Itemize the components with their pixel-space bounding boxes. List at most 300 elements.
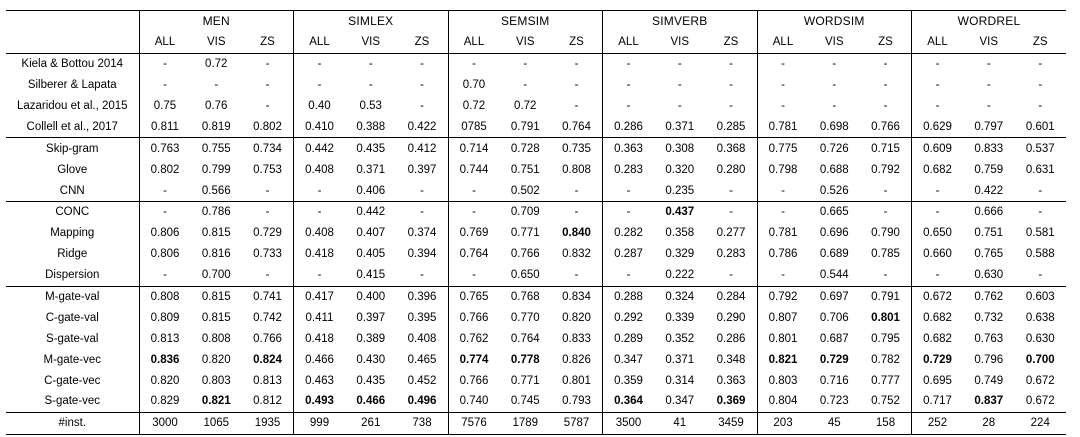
table-cell: -: [242, 202, 294, 223]
table-cell: 0.682: [912, 307, 964, 328]
table-cell: 0.753: [253, 163, 282, 176]
corner-cell: [6, 11, 139, 32]
table-cell: 0.820: [562, 311, 591, 324]
table-row: [6, 53, 1066, 74]
split-header-all: ALL: [448, 32, 500, 53]
table-cell: [345, 391, 397, 412]
table-cell: 999: [294, 412, 346, 434]
table-cell: 0.72: [514, 100, 537, 112]
table-cell: 0.389: [356, 332, 386, 345]
table-cell: 0.764: [562, 120, 591, 133]
table-cell: 0.706: [819, 311, 849, 324]
table-cell: 0.284: [706, 286, 758, 307]
table-cell: 0.682: [912, 328, 964, 349]
table-cell: 0.688: [819, 163, 849, 176]
table-row: [6, 96, 1066, 117]
table-cell: 0.715: [860, 138, 912, 159]
table-cell: [963, 391, 1015, 412]
table-cell: [139, 349, 191, 370]
table-cell: -: [603, 75, 655, 96]
table-cell: 0.795: [871, 332, 900, 345]
best-score: 0.729: [923, 353, 952, 366]
table-cell: 0.660: [912, 244, 964, 265]
table-cell: -: [757, 53, 809, 74]
table-row: [6, 223, 1066, 244]
table-cell: 0.603: [1015, 286, 1067, 307]
row-label: C-gate-val: [45, 311, 99, 324]
table-cell: 0.76: [205, 100, 228, 112]
table-cell: 0785: [448, 116, 500, 137]
table-cell: 0.329: [665, 248, 695, 261]
table-cell: 0.766: [448, 370, 500, 391]
table-cell: 0.763: [139, 138, 191, 159]
table-cell: -: [757, 96, 809, 117]
table-cell: 0.70: [448, 75, 500, 96]
table-cell: 0.834: [551, 286, 603, 307]
table-cell: 0.286: [716, 332, 746, 345]
table-cell: 0.395: [407, 311, 437, 324]
table-cell: 0.601: [1025, 120, 1055, 133]
table-cell: -: [265, 79, 270, 92]
table-cell: 261: [345, 412, 397, 434]
table-cell: 0.359: [603, 370, 655, 391]
table-cell: 0.765: [448, 286, 500, 307]
table-cell: -: [139, 265, 191, 286]
table-cell: -: [986, 100, 991, 112]
table-cell: 0.417: [294, 286, 346, 307]
table-cell: 0.396: [397, 286, 449, 307]
table-cell: -: [265, 100, 270, 112]
table-cell: 0.687: [819, 332, 849, 345]
table-cell: -: [294, 180, 346, 201]
dataset-header-men: MEN: [139, 11, 294, 32]
table-cell: 0.666: [963, 202, 1015, 223]
table-cell: 0.286: [603, 116, 655, 137]
table-cell: -: [294, 53, 346, 74]
table-cell: 0.502: [510, 184, 540, 197]
table-cell: -: [242, 53, 294, 74]
table-cell: 0.700: [201, 269, 231, 282]
table-row: [6, 180, 1066, 201]
table-cell: 0.394: [407, 248, 437, 261]
table-cell: 0.283: [716, 248, 746, 261]
table-cell: 0.371: [665, 353, 695, 366]
table-cell: 28: [963, 412, 1015, 434]
dataset-header-simlex: SIMLEX: [294, 11, 449, 32]
table-cell: 0.813: [253, 374, 282, 387]
table-cell: 0.672: [1025, 395, 1055, 408]
table-cell: -: [139, 75, 191, 96]
split-header-vis: VIS: [979, 36, 999, 49]
table-cell: 1935: [242, 412, 294, 434]
row-label: Kiela & Bottou 2014: [6, 53, 139, 74]
best-score: 0.729: [819, 353, 849, 366]
table-cell: 0.222: [665, 269, 695, 282]
table-row: [6, 244, 1066, 265]
table-cell: 0.397: [407, 163, 437, 176]
table-cell: -: [294, 75, 346, 96]
table-cell: -: [500, 53, 552, 74]
table-cell: 0.415: [356, 269, 386, 282]
table-cell: -: [574, 100, 579, 112]
table-cell: 0.320: [665, 163, 695, 176]
table-cell: 0.735: [551, 138, 603, 159]
table-cell: 0.695: [912, 370, 964, 391]
table-cell: 3000: [139, 412, 191, 434]
table-cell: 0.799: [201, 163, 231, 176]
table-cell: 0.292: [603, 307, 655, 328]
table-cell: 0.696: [819, 227, 849, 240]
table-cell: -: [706, 53, 758, 74]
table-cell: -: [420, 79, 424, 92]
table-cell: -: [265, 184, 270, 197]
table-cell: 0.744: [448, 159, 500, 180]
row-label: Glove: [57, 163, 88, 176]
table-cell: -: [523, 79, 528, 92]
row-label: S-gate-val: [46, 332, 99, 345]
best-score: 0.778: [510, 353, 540, 366]
table-cell: 0.397: [356, 311, 386, 324]
table-cell: 0.650: [912, 223, 964, 244]
table-cell: 0.406: [356, 184, 386, 197]
table-cell: 0.368: [706, 138, 758, 159]
table-cell: -: [729, 79, 733, 92]
table-cell: 0.358: [665, 227, 695, 240]
best-score: 0.821: [201, 395, 231, 408]
table-cell: 0.418: [294, 244, 346, 265]
table-cell: 0.442: [345, 202, 397, 223]
table-cell: 0.714: [448, 138, 500, 159]
table-cell: -: [397, 53, 449, 74]
table-cell: -: [345, 53, 397, 74]
row-label: Skip-gram: [6, 138, 139, 159]
table-cell: 0.742: [253, 311, 282, 324]
table-cell: 0.374: [407, 227, 437, 240]
table-cell: 158: [860, 412, 912, 434]
table-cell: -: [551, 202, 603, 223]
table-cell: 0.285: [716, 120, 746, 133]
best-score: 0.837: [974, 395, 1004, 408]
table-cell: 0.463: [294, 370, 346, 391]
best-score: 0.700: [1025, 353, 1055, 366]
table-cell: 0.781: [757, 116, 809, 137]
table-cell: [860, 307, 912, 328]
best-score: 0.364: [614, 395, 643, 408]
table-cell: 0.283: [603, 159, 655, 180]
table-cell: -: [1038, 79, 1043, 92]
table-cell: 0.786: [191, 202, 243, 223]
table-cell: 0.371: [665, 120, 695, 133]
table-row: [6, 75, 1066, 96]
table-cell: 0.697: [809, 286, 861, 307]
table-cell: 0.764: [510, 332, 540, 345]
table-row: [6, 349, 1066, 370]
table-cell: 0.422: [974, 184, 1004, 197]
table-cell: 0.422: [407, 120, 437, 133]
table-cell: 0.526: [819, 184, 849, 197]
table-cell: -: [420, 184, 424, 197]
table-cell: -: [677, 79, 682, 92]
best-score: 0.801: [871, 311, 900, 324]
table-cell: 0.442: [294, 138, 346, 159]
split-header-vis: VIS: [824, 36, 844, 49]
row-label: Dispersion: [45, 269, 100, 282]
table-cell: -: [448, 265, 500, 286]
table-cell: 0.803: [757, 370, 809, 391]
table-cell: -: [883, 100, 888, 112]
table-cell: 0.280: [716, 163, 746, 176]
table-cell: -: [809, 53, 861, 74]
table-cell: 0.638: [1025, 311, 1055, 324]
row-label: Silberer & Lapata: [27, 79, 117, 92]
table-cell: -: [294, 265, 346, 286]
dataset-header-wordsim: WORDSIM: [757, 11, 912, 32]
table-cell: -: [860, 202, 912, 223]
table-cell: 0.816: [201, 248, 231, 261]
table-cell: 0.40: [294, 96, 346, 117]
table-cell: 0.665: [809, 202, 861, 223]
header-row-datasets: [6, 11, 1066, 32]
table-cell: 0.766: [871, 120, 900, 133]
table-cell: 0.806: [139, 244, 191, 265]
table-cell: 0.801: [757, 328, 809, 349]
table-cell: 0.762: [963, 286, 1015, 307]
table-cell: -: [551, 53, 603, 74]
table-cell: -: [912, 53, 964, 74]
table-cell: 0.723: [819, 395, 849, 408]
table-cell: -: [729, 184, 733, 197]
best-score: 0.836: [150, 353, 180, 366]
table-cell: 0.339: [665, 311, 695, 324]
table-cell: -: [860, 53, 912, 74]
table-cell: 0.762: [448, 328, 500, 349]
table-cell: -: [654, 53, 706, 74]
table-cell: 0.766: [448, 307, 500, 328]
table-row: [6, 286, 1066, 307]
table-cell: -: [448, 202, 500, 223]
table-cell: -: [603, 265, 655, 286]
best-score: 0.437: [665, 206, 695, 219]
table-cell: 0.314: [665, 374, 695, 387]
table-cell: 0.796: [974, 353, 1004, 366]
best-score: 0.774: [459, 353, 489, 366]
table-cell: -: [603, 202, 655, 223]
table-cell: 0.537: [1015, 138, 1067, 159]
table-cell: 0.347: [603, 349, 655, 370]
table-cell: [448, 349, 500, 370]
split-header-zs: ZS: [414, 36, 430, 49]
row-label: C-gate-vec: [44, 374, 101, 387]
split-header-vis: VIS: [206, 36, 226, 49]
table-cell: -: [757, 202, 809, 223]
table-cell: 0.609: [912, 138, 964, 159]
table-cell: 0.807: [757, 307, 809, 328]
table-cell: -: [986, 79, 991, 92]
table-cell: -: [420, 269, 424, 282]
table-cell: 0.755: [191, 138, 243, 159]
table-cell: -: [603, 96, 655, 117]
table-cell: 0.709: [500, 202, 552, 223]
table-cell: 0.749: [974, 374, 1004, 387]
table-cell: 0.777: [871, 374, 900, 387]
table-cell: [809, 349, 861, 370]
table-cell: 0.75: [139, 96, 191, 117]
table-cell: 0.752: [871, 395, 900, 408]
table-cell: 0.809: [139, 307, 191, 328]
table-row: [6, 391, 1066, 412]
table-cell: 0.804: [757, 391, 809, 412]
table-cell: 0.763: [974, 332, 1004, 345]
table-cell: 0.388: [356, 120, 386, 133]
table-cell: 0.781: [757, 223, 809, 244]
table-cell: -: [883, 269, 888, 282]
row-label: Collell et al., 2017: [26, 120, 118, 133]
table-cell: 0.411: [294, 307, 346, 328]
table-cell: -: [912, 75, 964, 96]
table-cell: 0.741: [242, 286, 294, 307]
row-label: Ridge: [57, 248, 88, 261]
table-row: [6, 328, 1066, 349]
table-cell: 0.544: [819, 269, 849, 282]
table-cell: -: [912, 202, 964, 223]
table-cell: 3500: [603, 412, 655, 434]
results-table-container: [6, 10, 1066, 435]
table-cell: [1015, 349, 1067, 370]
table-row: [6, 412, 1066, 434]
table-cell: -: [214, 79, 219, 92]
best-score: 0.840: [562, 227, 591, 240]
table-cell: 0.769: [448, 223, 500, 244]
table-cell: [654, 202, 706, 223]
table-cell: 0.820: [201, 353, 231, 366]
table-cell: 0.72: [191, 53, 243, 74]
table-cell: 0.803: [201, 374, 231, 387]
table-cell: 0.820: [139, 370, 191, 391]
best-score: 0.493: [305, 395, 334, 408]
table-cell: 0.734: [242, 138, 294, 159]
table-cell: [551, 223, 603, 244]
table-cell: -: [883, 184, 888, 197]
table-cell: 0.759: [974, 163, 1004, 176]
table-cell: 0.745: [510, 395, 540, 408]
table-cell: 0.630: [974, 269, 1004, 282]
corner-cell: [6, 32, 139, 53]
table-cell: 0.751: [974, 227, 1004, 240]
best-score: 0.369: [716, 395, 746, 408]
split-header-all: ALL: [139, 32, 191, 53]
best-score: 0.496: [407, 395, 437, 408]
table-cell: 0.726: [809, 138, 861, 159]
row-label: M-gate-vec: [43, 353, 102, 366]
dataset-header-wordrel: WORDREL: [912, 11, 1067, 32]
table-cell: 0.806: [139, 223, 191, 244]
table-cell: [294, 391, 346, 412]
table-cell: 0.288: [603, 286, 655, 307]
split-header-zs: ZS: [260, 36, 275, 49]
table-cell: -: [1015, 202, 1067, 223]
table-cell: 0.418: [294, 328, 346, 349]
table-cell: [397, 391, 449, 412]
table-cell: 0.289: [603, 328, 655, 349]
table-cell: 0.801: [562, 374, 591, 387]
table-cell: 0.689: [819, 248, 849, 261]
table-cell: -: [963, 53, 1015, 74]
row-label: Mapping: [50, 227, 95, 240]
table-cell: 0.465: [407, 353, 437, 366]
table-cell: 203: [757, 412, 809, 434]
table-cell: 0.782: [871, 353, 900, 366]
table-cell: [191, 391, 243, 412]
table-cell: 0.324: [654, 286, 706, 307]
split-header-all: ALL: [912, 32, 964, 53]
table-cell: 0.588: [1025, 248, 1055, 261]
table-cell: 0.765: [974, 248, 1004, 261]
table-cell: 0.729: [253, 227, 282, 240]
table-cell: 5787: [551, 412, 603, 434]
table-cell: 252: [912, 412, 964, 434]
table-row: [6, 159, 1066, 180]
table-cell: 0.308: [654, 138, 706, 159]
table-cell: 0.771: [510, 374, 540, 387]
table-cell: 0.790: [871, 227, 900, 240]
table-cell: 1789: [500, 412, 552, 434]
table-cell: [603, 391, 655, 412]
table-cell: -: [574, 184, 579, 197]
table-cell: 0.802: [139, 159, 191, 180]
table-cell: 0.53: [359, 100, 382, 112]
table-cell: 0.819: [201, 120, 231, 133]
table-row: [6, 138, 1066, 159]
table-cell: -: [574, 269, 579, 282]
table-row: [6, 370, 1066, 391]
table-cell: 0.751: [510, 163, 540, 176]
table-cell: 0.452: [407, 374, 437, 387]
table-cell: 3459: [706, 412, 758, 434]
table-cell: 0.631: [1025, 163, 1055, 176]
table-cell: -: [729, 269, 733, 282]
table-cell: 0.235: [665, 184, 695, 197]
table-cell: -: [574, 79, 579, 92]
table-cell: 0.812: [253, 395, 282, 408]
row-label: CONC: [6, 202, 139, 223]
split-header-all: ALL: [757, 32, 809, 53]
table-cell: -: [397, 202, 449, 223]
table-cell: 0.371: [356, 163, 386, 176]
table-cell: -: [294, 202, 346, 223]
table-cell: 0.430: [356, 353, 386, 366]
table-cell: -: [677, 100, 682, 112]
table-cell: 0.740: [448, 391, 500, 412]
table-cell: 224: [1015, 412, 1067, 434]
split-header-vis: VIS: [361, 36, 381, 49]
table-cell: 0.771: [510, 227, 540, 240]
row-label: M-gate-val: [6, 286, 139, 307]
table-cell: -: [139, 202, 191, 223]
table-cell: 0.716: [819, 374, 849, 387]
dataset-header-semsim: SEMSIM: [448, 11, 603, 32]
split-header-zs: ZS: [878, 36, 893, 49]
split-header-zs: ZS: [1032, 36, 1048, 49]
table-cell: 0.775: [757, 138, 809, 159]
table-cell: -: [1038, 100, 1043, 112]
table-cell: 0.833: [963, 138, 1015, 159]
split-header-zs: ZS: [569, 36, 584, 49]
table-cell: 0.581: [1025, 227, 1055, 240]
table-cell: -: [1015, 53, 1067, 74]
table-cell: [757, 349, 809, 370]
split-header-zs: ZS: [723, 36, 739, 49]
table-cell: -: [832, 100, 837, 112]
